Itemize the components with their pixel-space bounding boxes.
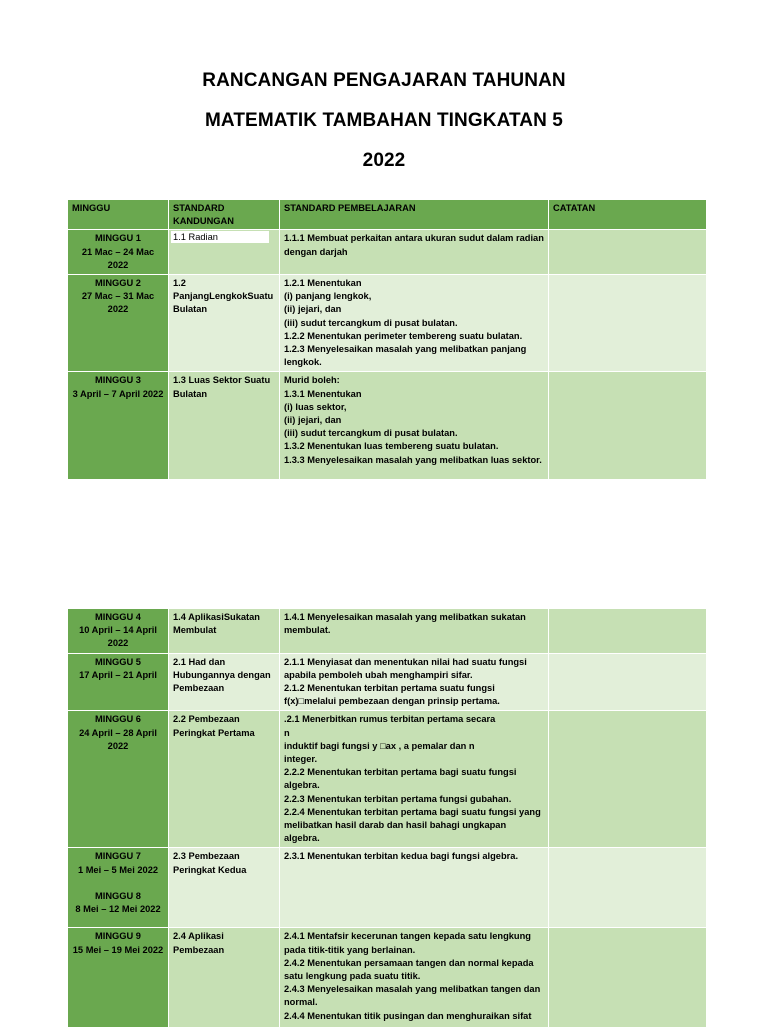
table-row [68,372,707,480]
catatan-cell [549,275,707,372]
week-cell [68,609,169,654]
pembelajaran-line: (i) luas sektor, [284,401,347,412]
kandungan-cell [169,928,280,1028]
pembelajaran-line: .2.1 Menerbitkan rumus terbitan pertama secara [284,714,496,725]
pembelajaran-line: (iii) sudut tercangkum di pusat bulatan. [284,317,458,328]
plan-table-1 [67,199,707,480]
week-line: 3 April – 7 April 2022 [72,388,164,399]
kandungan-cell [169,275,280,372]
table-row [68,609,707,654]
pembelajaran-line: (ii) jejari, dan [284,304,342,315]
table-row [68,230,707,275]
header-standard-pembelajaran: STANDARD PEMBELAJARAN [280,200,549,230]
kandungan-text: 1.2 PanjangLengkokSuatu Bulatan [173,278,274,315]
table-row [68,711,707,848]
pembelajaran-line: integer. [284,754,318,765]
catatan-cell [549,711,707,848]
catatan-cell [549,928,707,1028]
week-line: 8 Mei – 12 Mei 2022 [75,904,161,915]
table-row [68,928,707,1028]
pembelajaran-line: Murid boleh: [284,375,340,386]
kandungan-cell [169,372,280,480]
table-row [68,848,707,928]
pembelajaran-cell [280,848,549,928]
pembelajaran-cell [280,230,549,275]
pembelajaran-line: 2.1.1 Menyiasat dan menentukan nilai had suatu fungsi apabila pemboleh ubah menghampiri sifar. [284,656,527,680]
week-line: MINGGU 4 [95,612,141,622]
week-cell [68,372,169,480]
pembelajaran-line: (i) panjang lengkok, [284,291,372,302]
kandungan-cell [169,230,280,275]
kandungan-text: 2.1 Had dan Hubungannya dengan Pembezaan [173,656,271,694]
week-line: 17 April – 21 April [79,669,157,680]
week-line: MINGGU 2 [95,278,141,289]
week-line: MINGGU 6 [95,714,141,725]
catatan-cell [549,372,707,480]
pembelajaran-cell [280,928,549,1028]
pembelajaran-line: 1.3.2 Menentukan luas tembereng suatu bulatan. [284,441,499,452]
kandungan-text: 1.1 Radian [171,231,269,243]
pembelajaran-line: 1.3.1 Menentukan [284,388,362,399]
document-subtitle: MATEMATIK TAMBAHAN TINGKATAN 5 [205,110,563,131]
week-cell [68,848,169,928]
catatan-cell [549,609,707,654]
week-line: 21 Mac – 24 Mac 2022 [81,246,155,270]
pembelajaran-line: 2.1.2 Menentukan terbitan pertama suatu fungsi f(x)□melalui pembezaan dengan prinsip pertama. [284,683,500,707]
week-cell [68,653,169,711]
week-line [72,877,164,890]
document-year: 2022 [362,150,406,171]
pembelajaran-line: 2.3.1 Menentukan terbitan kedua bagi fungsi algebra. [284,851,519,862]
pembelajaran-line: (iii) sudut tercangkum di pusat bulatan. [284,428,458,439]
kandungan-cell [169,609,280,654]
kandungan-text: 2.2 Pembezaan Peringkat Pertama [173,714,255,738]
header-minggu: MINGGU [68,200,169,230]
week-line: 1 Mei – 5 Mei 2022 [77,864,159,875]
pembelajaran-line: 2.4.4 Menentukan titik pusingan dan menghuraikan sifat [284,1010,532,1021]
pembelajaran-line: 1.2.2 Menentukan perimeter tembereng suatu bulatan. [284,330,523,341]
kandungan-cell [169,848,280,928]
kandungan-text: 1.4 AplikasiSukatan Membulat [173,612,260,636]
pembelajaran-line: 1.2.3 Menyelesaikan masalah yang melibatkan panjang lengkok. [284,344,527,368]
week-line: 24 April – 28 April 2022 [79,727,157,751]
pembelajaran-line: 1.4.1 Menyelesaikan masalah yang melibatkan sukatan membulat. [284,612,526,636]
pembelajaran-line: 2.4.3 Menyelesaikan masalah yang melibatkan tangen dan normal. [284,984,541,1008]
pembelajaran-cell [280,711,549,848]
pembelajaran-cell [280,275,549,372]
catatan-cell [549,230,707,275]
pembelajaran-line: (ii) jejari, dan [284,415,342,426]
week-cell [68,711,169,848]
pembelajaran-line: 2.4.1 Mentafsir kecerunan tangen kepada satu lengkung pada titik-titik yang berlainan. [284,931,531,955]
pembelajaran-line: 2.2.3 Menentukan terbitan pertama fungsi gubahan. [284,793,512,804]
document-title: RANCANGAN PENGAJARAN TAHUNAN [202,70,566,91]
kandungan-text: 1.3 Luas Sektor Suatu Bulatan [173,375,271,399]
header-catatan: CATATAN [549,200,707,230]
kandungan-cell [169,711,280,848]
week-line: MINGGU 1 [95,233,141,244]
week-cell [68,928,169,1028]
week-cell [68,230,169,275]
week-line: MINGGU 7 [95,851,141,862]
table-row [68,653,707,711]
week-line: MINGGU 9 [95,931,141,942]
catatan-cell [549,653,707,711]
pembelajaran-line: 1.1.1 Membuat perkaitan antara ukuran sudut dalam radian dengan darjah [284,233,544,257]
table-header-row [68,200,707,230]
week-line: MINGGU 3 [95,375,141,386]
week-line: 27 Mac – 31 Mac 2022 [81,291,155,315]
week-line: MINGGU 8 [95,891,141,902]
pembelajaran-line: 2.2.4 Menentukan terbitan pertama bagi suatu fungsi yang melibatkan hasil darab dan hasil bahagi ungkapan algebra. [284,806,541,844]
pembelajaran-line: 2.2.2 Menentukan terbitan pertama bagi suatu fungsi algebra. [284,767,517,791]
pembelajaran-line: induktif bagi fungsi y □ax , a pemalar dan n [284,740,475,751]
catatan-cell [549,848,707,928]
pembelajaran-line: n [284,727,290,738]
pembelajaran-cell [280,372,549,480]
week-line: 15 Mei – 19 Mei 2022 [72,944,164,955]
table-row [68,275,707,372]
pembelajaran-line: 2.4.2 Menentukan persamaan tangen dan normal kepada satu lengkung pada suatu titik. [284,957,534,982]
week-line: 10 April – 14 April 2022 [79,625,157,649]
week-line: MINGGU 5 [95,656,141,667]
kandungan-text: 2.4 Aplikasi Pembezaan [173,931,225,955]
pembelajaran-cell [280,653,549,711]
header-standard-kandungan: STANDARD KANDUNGAN [169,200,280,230]
week-cell [68,275,169,372]
plan-table-2 [67,608,707,1028]
pembelajaran-line: 1.3.3 Menyelesaikan masalah yang melibatkan luas sektor. [284,454,542,465]
pembelajaran-cell [280,609,549,654]
kandungan-text: 2.3 Pembezaan Peringkat Kedua [173,851,247,875]
pembelajaran-line: 1.2.1 Menentukan [284,278,362,289]
kandungan-cell [169,653,280,711]
